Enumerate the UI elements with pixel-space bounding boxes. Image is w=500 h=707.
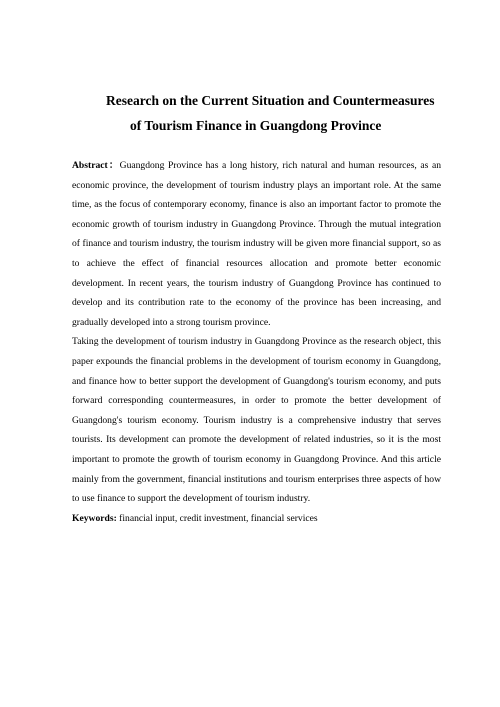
title-line-2: of Tourism Finance in Guangdong Province [130, 118, 382, 133]
keywords-text: financial input, credit investment, financial services [119, 512, 318, 524]
title-line-1: Research on the Current Situation and Countermeasures [106, 93, 435, 108]
abstract-paragraph-2 [72, 332, 441, 508]
abstract-section [72, 156, 441, 528]
abstract-text-2: Taking the development of tourism industry in Guangdong Province as the research object, this paper expounds the financial problems in the development of tourism economy in Guangdong, and finance how to better support the development of Guangdong's tourism economy, and puts forward corresponding countermeasures, in order to promote the better development of Guangdong's tourism economy. Tourism industry is a comprehensive industry that serves tourists. Its development can promote the development of related industries, so it is the most important to promote the growth of tourism economy in Guangdong Province. And this article mainly from the government, financial institutions and tourism enterprises three aspects of how to use finance to support the development of tourism industry. [72, 336, 441, 505]
keywords-line [72, 509, 441, 529]
abstract-paragraph-1 [72, 156, 441, 332]
keywords-label: Keywords: [72, 512, 117, 524]
abstract-text-1: Guangdong Province has a long history, rich natural and human resources, as an economic province, the development of tourism industry plays an important role. At the same time, as the focus of contemporary economy, finance is also an important factor to promote the economic growth of tourism industry in Guangdong Province. Through the mutual integration of finance and tourism industry, the tourism industry will be given more financial support, so as to achieve the effect of financial resources allocation and promote better economic development. In recent years, the tourism industry of Guangdong Province has continued to develop and its contribution rate to the economy of the province has been increasing, and gradually developed into a strong tourism province. [72, 160, 441, 328]
paper-title [0, 88, 500, 138]
abstract-label: Abstract： [72, 160, 120, 171]
